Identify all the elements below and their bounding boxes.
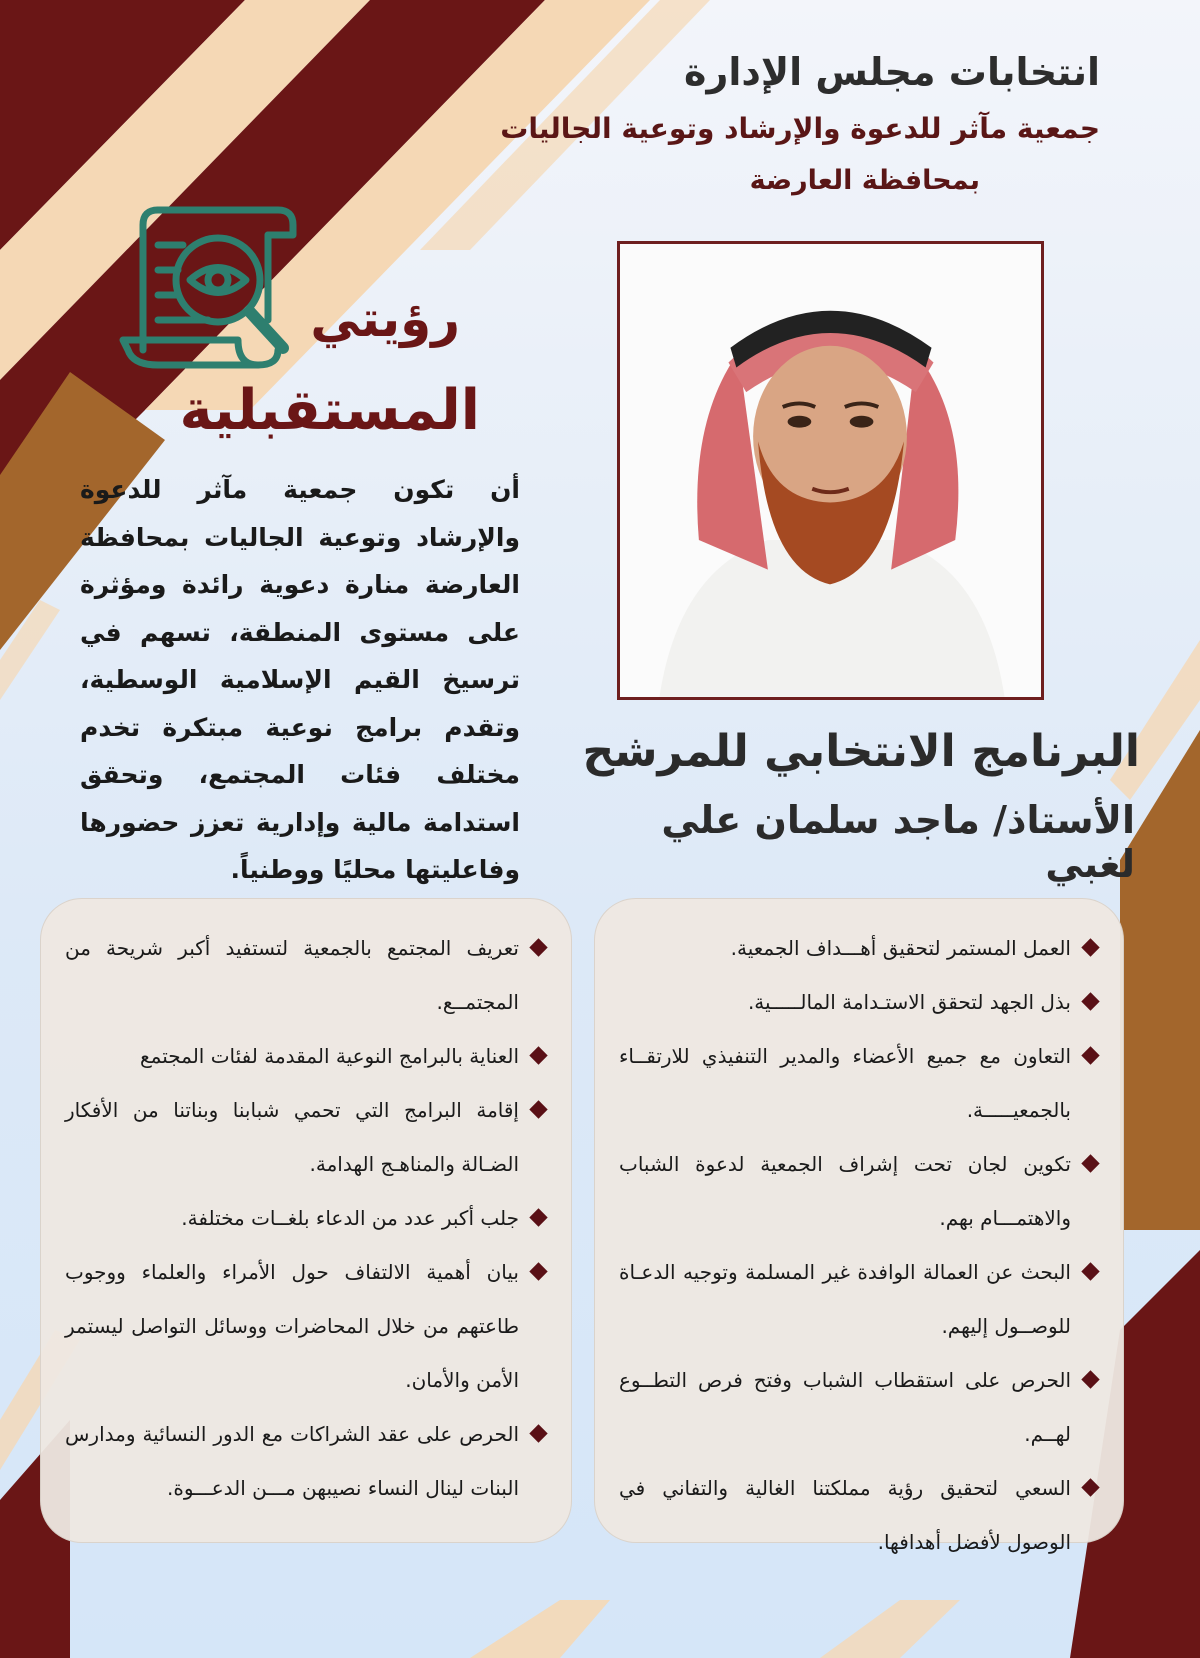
peach-stripe-bottom3 bbox=[820, 1600, 960, 1658]
list-item: السعي لتحقيق رؤية مملكتنا الغالية والتفاني في الوصول لأفضل أهدافها. bbox=[619, 1461, 1097, 1569]
diamond-bullet-icon bbox=[1081, 992, 1099, 1010]
list-item: جلب أكبر عدد من الدعاء بلغــات مختلفة. bbox=[65, 1191, 545, 1245]
candidate-photo bbox=[617, 241, 1044, 700]
candidate-name: الأستاذ/ ماجد سلمان علي لغبي bbox=[661, 798, 1135, 886]
diamond-bullet-icon bbox=[529, 1100, 547, 1118]
program-title: البرنامج الانتخابي للمرشح bbox=[582, 726, 1140, 777]
diamond-bullet-icon bbox=[1081, 1154, 1099, 1172]
diamond-bullet-icon bbox=[529, 1046, 547, 1064]
list-item: بيان أهمية الالتفاف حول الأمراء والعلماء ووجوب طاعتهم من خلال المحاضرات ووسائل التواصل ليستمر الأمن والأمان. bbox=[65, 1245, 545, 1407]
list-item: العناية بالبرامج النوعية المقدمة لفئات المجتمع bbox=[65, 1029, 545, 1083]
program-points-panel-left bbox=[40, 898, 572, 1543]
list-item: التعاون مع جميع الأعضاء والمدير التنفيذي للارتقــاء بالجمعيـــــة. bbox=[619, 1029, 1097, 1137]
vision-title-line2: المستقبلية bbox=[179, 378, 480, 443]
diamond-bullet-icon bbox=[529, 938, 547, 956]
diamond-bullet-icon bbox=[1081, 1478, 1099, 1496]
header-title: انتخابات مجلس الإدارة bbox=[684, 50, 1100, 94]
list-item: البحث عن العمالة الوافدة غير المسلمة وتوجيه الدعـاة للوصــول إليهم. bbox=[619, 1245, 1097, 1353]
diamond-bullet-icon bbox=[529, 1208, 547, 1226]
peach-stripe-bottom2 bbox=[470, 1600, 610, 1658]
diamond-bullet-icon bbox=[1081, 1046, 1099, 1064]
list-item: إقامة البرامج التي تحمي شبابنا وبناتنا من الأفكار الضـالة والمناهـج الهدامة. bbox=[65, 1083, 545, 1191]
list-item: الحرص على استقطاب الشباب وفتح فرص التطــوع لهــم. bbox=[619, 1353, 1097, 1461]
diamond-bullet-icon bbox=[1081, 938, 1099, 956]
candidate-portrait-illustration bbox=[620, 244, 1041, 697]
program-points-panel-right bbox=[594, 898, 1124, 1554]
vision-paragraph: أن تكون جمعية مآثر للدعوة والإرشاد وتوعية الجاليات بمحافظة العارضة منارة دعوية رائدة ومؤثرة على مستوى المنطقة، تسهم في ترسيخ القيم الإسلامية الوسطية، وتقدم برامج نوعية مبتكرة تخدم مختلف فئات المجتمع، وتحقق استدامة مالية وإدارية تعزز حضورها وفاعليتها محليًا ووطنياً. bbox=[80, 475, 520, 884]
list-item: الحرص على عقد الشراكات مع الدور النسائية ومدارس البنات لينال النساء نصيبهن مـــن الدعـــوة. bbox=[65, 1407, 545, 1515]
diamond-bullet-icon bbox=[1081, 1262, 1099, 1280]
header-subtitle-location: بمحافظة العارضة bbox=[749, 165, 980, 196]
list-item: تكوين لجان تحت إشراف الجمعية لدعوة الشباب والاهتمـــام بهم. bbox=[619, 1137, 1097, 1245]
magnifier-scroll-icon bbox=[118, 200, 308, 390]
list-item: تعريف المجتمع بالجمعية لتستفيد أكبر شريحة من المجتمــع. bbox=[65, 921, 545, 1029]
diamond-bullet-icon bbox=[529, 1262, 547, 1280]
header-subtitle: جمعية مآثر للدعوة والإرشاد وتوعية الجاليات bbox=[500, 112, 1100, 145]
list-item: العمل المستمر لتحقيق أهـــداف الجمعية. bbox=[619, 921, 1097, 975]
list-item: بذل الجهد لتحقق الاستـدامة المالـــــية. bbox=[619, 975, 1097, 1029]
diamond-bullet-icon bbox=[529, 1424, 547, 1442]
vision-title-line1: رؤيتي bbox=[310, 290, 460, 348]
diamond-bullet-icon bbox=[1081, 1370, 1099, 1388]
